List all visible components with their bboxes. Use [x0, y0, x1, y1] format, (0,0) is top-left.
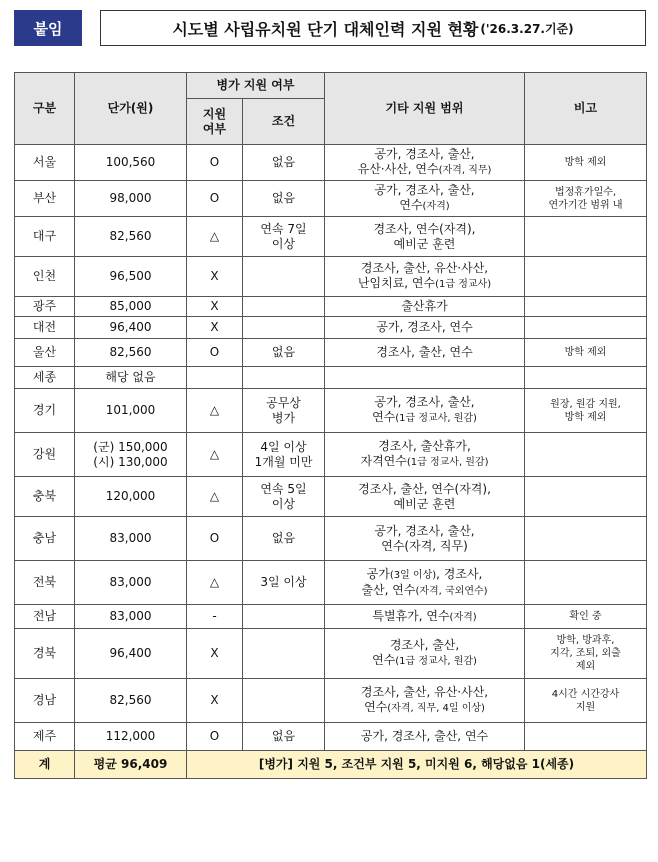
region-cell: 서울 [15, 145, 75, 181]
remark-cell [525, 217, 647, 257]
scope-detail: (자격) [422, 201, 450, 212]
remark-cell [525, 389, 647, 433]
support-flag-cell: X [187, 679, 243, 723]
other-scope-cell [325, 433, 525, 477]
cell-line: 확인 중 [569, 611, 602, 622]
other-scope-cell [325, 679, 525, 723]
price-cell [75, 723, 187, 751]
cell-line: 방학 제외 [564, 411, 607, 423]
condition-cell [243, 257, 325, 297]
region-cell: 전남 [15, 605, 75, 629]
support-flag-cell: △ [187, 477, 243, 517]
region-cell: 경남 [15, 679, 75, 723]
other-scope-cell [325, 317, 525, 339]
region-cell: 경북 [15, 629, 75, 679]
cell-line: 연속 7일 [260, 221, 307, 236]
support-flag-cell: X [187, 629, 243, 679]
cell-line: 연속 5일 [260, 481, 307, 496]
region-cell: 전북 [15, 561, 75, 605]
region-cell: 경기 [15, 389, 75, 433]
cell-line: 96,400 [109, 320, 152, 334]
condition-cell [243, 433, 325, 477]
price-cell [75, 257, 187, 297]
cell-line: 없음 [271, 191, 296, 205]
scope-line [327, 261, 522, 276]
scope-detail: (자격, 직무, 4일 이상) [387, 703, 485, 714]
other-scope-cell [325, 605, 525, 629]
other-scope-cell [325, 297, 525, 317]
region-cell: 충남 [15, 517, 75, 561]
table-row [15, 297, 647, 317]
other-scope-cell [325, 257, 525, 297]
scope-text: 공가, 경조사, 출산, [374, 523, 475, 538]
cell-line: 100,560 [105, 155, 156, 169]
other-scope-cell [325, 367, 525, 389]
cell-line: 공무상 [266, 395, 301, 410]
condition-cell [243, 605, 325, 629]
scope-line [327, 567, 522, 583]
scope-text: 공가, 경조사, 연수 [376, 320, 473, 334]
scope-line [327, 237, 522, 252]
support-flag-cell: O [187, 339, 243, 367]
table-row [15, 145, 647, 181]
cell-line: 120,000 [105, 489, 156, 503]
cell-line: 98,000 [109, 191, 152, 205]
scope-line [327, 198, 522, 214]
remark-cell [525, 433, 647, 477]
cell-line: 방학 제외 [564, 157, 607, 168]
scope-line [327, 147, 522, 162]
scope-line [327, 439, 522, 454]
header-remark: 비고 [525, 73, 647, 145]
table-row [15, 389, 647, 433]
scope-detail: (1급 정교사) [435, 279, 492, 290]
scope-text: , 경조사, [436, 566, 483, 581]
other-scope-cell [325, 181, 525, 217]
cell-line: 83,000 [109, 575, 152, 589]
condition-cell [243, 297, 325, 317]
remark-cell [525, 561, 647, 605]
scope-text: 경조사, 출산휴가, [378, 439, 471, 453]
scope-line [327, 395, 522, 410]
scope-line [327, 299, 522, 314]
scope-line [327, 583, 522, 599]
scope-text: 경조사, 출산, 연수 [376, 345, 473, 359]
table-row [15, 517, 647, 561]
price-cell [75, 367, 187, 389]
remark-cell [525, 679, 647, 723]
scope-text: 경조사, 출산, [389, 638, 460, 652]
scope-line [327, 638, 522, 653]
region-cell: 대구 [15, 217, 75, 257]
remark-cell [525, 723, 647, 751]
scope-line [327, 410, 522, 426]
cell-line: 82,560 [109, 693, 152, 707]
price-cell [75, 181, 187, 217]
total-row [15, 751, 647, 779]
price-cell [75, 629, 187, 679]
table-row [15, 257, 647, 297]
region-cell: 제주 [15, 723, 75, 751]
header-support-flag [187, 99, 243, 145]
support-flag-cell: △ [187, 217, 243, 257]
cell-line: 없음 [271, 531, 296, 545]
scope-line [327, 729, 522, 744]
scope-line [327, 454, 522, 470]
cell-line: 원장, 원감 지원, [550, 398, 621, 410]
other-scope-cell [325, 723, 525, 751]
region-cell: 울산 [15, 339, 75, 367]
remark-cell [525, 629, 647, 679]
support-flag-cell: O [187, 723, 243, 751]
table-row [15, 367, 647, 389]
region-cell: 대전 [15, 317, 75, 339]
cell-line: 방학, 방과후, [556, 635, 615, 646]
cell-line: 3일 이상 [260, 575, 307, 589]
scope-line [327, 539, 522, 554]
scope-text: 출산휴가 [401, 299, 448, 313]
region-cell: 광주 [15, 297, 75, 317]
scope-line [327, 524, 522, 539]
support-flag-cell: X [187, 297, 243, 317]
header-region: 구분 [15, 73, 75, 145]
other-scope-cell [325, 629, 525, 679]
scope-text: 자격연수 [360, 454, 407, 468]
cell-line: 없음 [271, 345, 296, 359]
cell-line: 101,000 [105, 403, 156, 417]
table-row [15, 679, 647, 723]
condition-cell [243, 561, 325, 605]
total-average: 평균 96,409 [75, 751, 187, 779]
scope-text: 경조사, 연수(자격), [373, 221, 476, 236]
support-flag-cell: △ [187, 433, 243, 477]
other-scope-cell [325, 339, 525, 367]
condition-cell [243, 181, 325, 217]
table-body [15, 145, 647, 751]
scope-text: 예비군 훈련 [393, 236, 456, 251]
total-summary: [병가] 지원 5, 조건부 지원 5, 미지원 6, 해당없음 1(세종) [187, 751, 647, 779]
cell-line: 해당 없음 [105, 370, 156, 384]
region-cell: 인천 [15, 257, 75, 297]
scope-detail: (자격) [449, 611, 477, 623]
cell-line: 연가기간 범위 내 [548, 199, 623, 211]
scope-text: 예비군 훈련 [393, 496, 456, 511]
header-support-line2: 여부 [202, 121, 227, 136]
scope-text: 공가 [366, 566, 390, 581]
region-cell: 부산 [15, 181, 75, 217]
condition-cell [243, 477, 325, 517]
cell-line: 4시간 시간강사 [551, 688, 620, 700]
region-cell: 강원 [15, 433, 75, 477]
scope-text: 연수 [364, 700, 388, 714]
cell-line: (시) 130,000 [93, 454, 168, 469]
cell-line: 지원 [575, 701, 596, 713]
support-flag-cell: O [187, 517, 243, 561]
condition-cell [243, 317, 325, 339]
remark-cell [525, 339, 647, 367]
table-row [15, 629, 647, 679]
cell-line: 85,000 [109, 299, 152, 313]
condition-cell [243, 367, 325, 389]
document-title: 시도별 사립유치원 단기 대체인력 지원 현황 [172, 19, 479, 39]
other-scope-cell [325, 389, 525, 433]
scope-text: 공가, 경조사, 출산, 연수 [360, 729, 489, 743]
table-row [15, 217, 647, 257]
condition-cell [243, 723, 325, 751]
price-cell [75, 477, 187, 517]
support-flag-cell: △ [187, 389, 243, 433]
scope-line [327, 685, 522, 700]
condition-cell [243, 629, 325, 679]
table-row [15, 723, 647, 751]
scope-text: 공가, 경조사, 출산, [374, 147, 475, 161]
region-cell: 세종 [15, 367, 75, 389]
support-flag-cell: X [187, 257, 243, 297]
scope-text: 연수(자격, 직무) [381, 538, 468, 553]
scope-text: 경조사, 출산, 연수(자격), [358, 481, 491, 496]
scope-detail: (자격, 국외연수) [415, 585, 488, 597]
table-row [15, 561, 647, 605]
scope-text: 출산, 연수 [361, 582, 416, 597]
support-flag-cell: O [187, 145, 243, 181]
scope-detail: (1급 정교사, 원감) [406, 457, 489, 468]
condition-cell [243, 339, 325, 367]
price-cell [75, 517, 187, 561]
scope-text: 연수 [372, 653, 396, 667]
reference-date: ('26.3.27.기준) [480, 21, 574, 36]
cell-line: 지각, 조퇴, 외출 [550, 648, 621, 659]
condition-cell [243, 517, 325, 561]
scope-text: 유산·사산, 연수 [357, 162, 439, 176]
scope-line [327, 162, 522, 178]
price-cell [75, 605, 187, 629]
cell-line: 없음 [271, 729, 296, 743]
scope-text: 경조사, 출산, 유산·사산, [360, 685, 489, 699]
remark-cell [525, 181, 647, 217]
price-cell [75, 339, 187, 367]
price-cell [75, 297, 187, 317]
price-cell [75, 317, 187, 339]
table-row [15, 339, 647, 367]
header-condition: 조건 [243, 99, 325, 145]
price-cell [75, 679, 187, 723]
cell-line: 방학 제외 [564, 347, 607, 358]
condition-cell [243, 217, 325, 257]
scope-line [327, 320, 522, 335]
scope-text: 공가, 경조사, 출산, [374, 183, 475, 197]
cell-line: 이상 [271, 236, 296, 251]
cell-line: 83,000 [109, 609, 152, 623]
cell-line: 병가 [271, 410, 296, 425]
scope-line [327, 276, 522, 292]
cell-line: 없음 [271, 155, 296, 169]
cell-line: 83,000 [109, 531, 152, 545]
remark-cell [525, 297, 647, 317]
remark-cell [525, 477, 647, 517]
other-scope-cell [325, 517, 525, 561]
scope-detail: (3일 이상) [389, 569, 437, 581]
support-flag-cell: △ [187, 561, 243, 605]
remark-cell [525, 517, 647, 561]
scope-detail: (1급 정교사, 원감) [395, 413, 477, 424]
scope-line [327, 183, 522, 198]
remark-cell [525, 367, 647, 389]
document-title-box [100, 10, 646, 46]
cell-line: 법정휴가일수, [554, 186, 617, 198]
remark-cell [525, 317, 647, 339]
cell-line: (군) 150,000 [93, 439, 168, 454]
cell-line: 96,500 [109, 269, 152, 283]
condition-cell [243, 389, 325, 433]
scope-line [327, 700, 522, 716]
cell-line: 1개월 미만 [254, 454, 313, 469]
other-scope-cell [325, 145, 525, 181]
support-flag-cell: O [187, 181, 243, 217]
cell-line: 제외 [575, 661, 596, 672]
table-row [15, 181, 647, 217]
table-row [15, 433, 647, 477]
scope-line [327, 482, 522, 497]
scope-text: 특별휴가, 연수 [372, 608, 450, 623]
scope-text: 공가, 경조사, 출산, [374, 395, 475, 409]
scope-detail: (자격, 직무) [438, 165, 492, 176]
scope-line [327, 609, 522, 625]
total-label: 계 [15, 751, 75, 779]
header-price: 단가(원) [75, 73, 187, 145]
cell-line: 4일 이상 [260, 439, 307, 454]
region-cell: 충북 [15, 477, 75, 517]
scope-line [327, 653, 522, 669]
cell-line: 96,400 [109, 646, 152, 660]
price-cell [75, 389, 187, 433]
scope-line [327, 222, 522, 237]
remark-cell [525, 605, 647, 629]
table-row [15, 605, 647, 629]
cell-line: 82,560 [109, 229, 152, 243]
scope-detail: (1급 정교사, 원감) [395, 656, 477, 667]
table-row [15, 477, 647, 517]
price-cell [75, 433, 187, 477]
other-scope-cell [325, 477, 525, 517]
price-cell [75, 145, 187, 181]
cell-line: 82,560 [109, 345, 152, 359]
table-row [15, 317, 647, 339]
condition-cell [243, 145, 325, 181]
support-flag-cell: X [187, 317, 243, 339]
support-flag-cell: - [187, 605, 243, 629]
price-cell [75, 561, 187, 605]
other-scope-cell [325, 217, 525, 257]
support-status-table [14, 72, 647, 779]
remark-cell [525, 145, 647, 181]
remark-cell [525, 257, 647, 297]
support-flag-cell [187, 367, 243, 389]
other-scope-cell [325, 561, 525, 605]
attachment-badge: 붙임 [14, 10, 82, 46]
header-other-scope: 기타 지원 범위 [325, 73, 525, 145]
cell-line: 112,000 [105, 729, 156, 743]
condition-cell [243, 679, 325, 723]
scope-line [327, 345, 522, 360]
cell-line: 이상 [271, 496, 296, 511]
header-leave-support: 병가 지원 여부 [187, 73, 325, 99]
scope-text: 경조사, 출산, 유산·사산, [360, 261, 489, 275]
price-cell [75, 217, 187, 257]
scope-line [327, 497, 522, 512]
scope-text: 연수 [372, 410, 396, 424]
scope-text: 난임치료, 연수 [357, 276, 436, 290]
header-support-line1: 지원 [202, 106, 227, 121]
scope-text: 연수 [399, 198, 423, 212]
document-header [14, 10, 646, 46]
